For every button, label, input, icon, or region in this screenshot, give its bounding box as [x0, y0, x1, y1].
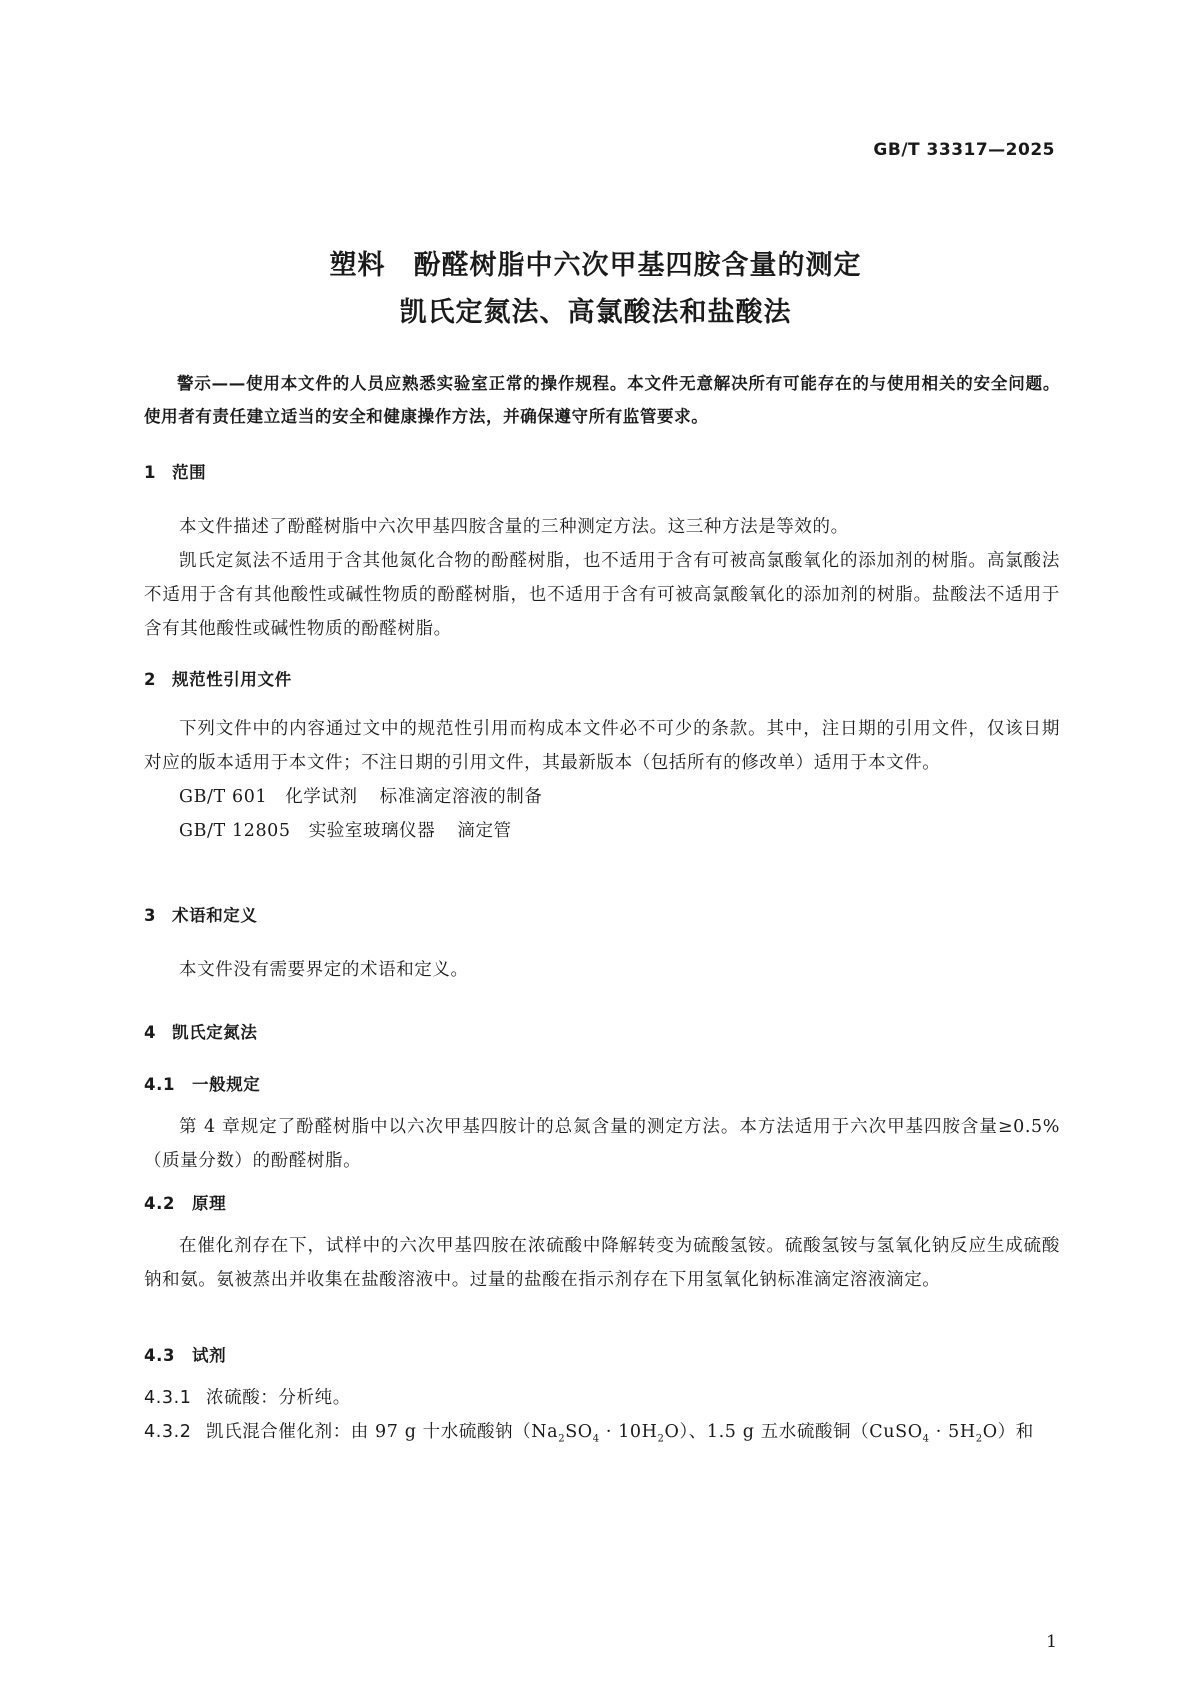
item-text: · 5H	[929, 1422, 976, 1442]
section-title: 范围	[172, 463, 207, 482]
item-text: O）、1.5 g 五水硫酸铜（CuSO	[664, 1422, 923, 1442]
standard-number: GB/T 33317—2025	[873, 140, 1055, 160]
reference-item	[144, 814, 1060, 848]
reference-title: 化学试剂	[285, 787, 358, 807]
paragraph: 下列文件中的内容通过文中的规范性引用而构成本文件必不可少的条款。其中，注日期的引用文件，仅该日期对应的版本适用于本文件；不注日期的引用文件，其最新版本（包括所有的修改单）适用于本文件。	[144, 719, 1060, 773]
item-number: 4.3.1	[144, 1388, 192, 1408]
section-4-1-heading	[144, 1068, 1060, 1102]
reference-title: 标准滴定溶液的制备	[379, 787, 543, 807]
list-item	[144, 1381, 1060, 1415]
section-title: 凯氏定氮法	[172, 1023, 258, 1042]
section-title: 规范性引用文件	[172, 670, 292, 689]
reference-item	[144, 780, 1060, 814]
reference-code: GB/T 601	[179, 787, 268, 807]
paragraph: 本文件描述了酚醛树脂中六次甲基四胺含量的三种测定方法。这三种方法是等效的。	[179, 517, 849, 537]
section-title: 一般规定	[192, 1075, 261, 1094]
subscript: 2	[657, 1433, 665, 1445]
section-4-1-body	[144, 1110, 1060, 1178]
reference-title: 实验室玻璃仪器	[308, 821, 436, 841]
section-2-heading	[144, 663, 1060, 697]
subscript: 2	[975, 1433, 983, 1445]
section-4-2-heading	[144, 1187, 1060, 1221]
document-title-line2: 凯氏定氮法、高氯酸法和盐酸法	[399, 297, 792, 328]
page-number: 1	[1046, 1632, 1057, 1652]
subscript: 4	[592, 1433, 600, 1445]
section-number: 4.3	[144, 1346, 176, 1365]
item-text: 浓硫酸：分析纯。	[206, 1388, 351, 1408]
section-number: 4.1	[144, 1075, 176, 1094]
paragraph: 凯氏定氮法不适用于含其他氮化合物的酚醛树脂，也不适用于含有可被高氯酸氧化的添加剂的树脂。高氯酸法不适用于含有其他酸性或碱性物质的酚醛树脂，也不适用于含有可被高氯酸氧化的添加剂的树脂。盐酸法不适用于含有其他酸性或碱性物质的酚醛树脂。	[144, 551, 1060, 639]
section-4-2-body	[144, 1229, 1060, 1297]
section-1-body	[144, 510, 1060, 646]
subscript: 2	[558, 1433, 566, 1445]
item-text: · 10H	[599, 1422, 658, 1442]
section-number: 2	[144, 670, 157, 689]
section-number: 1	[144, 463, 157, 482]
item-text: O）和	[982, 1422, 1034, 1442]
section-3-heading	[144, 899, 1060, 933]
section-number: 4	[144, 1023, 157, 1042]
section-number: 4.2	[144, 1194, 176, 1213]
section-4-3-heading	[144, 1339, 1060, 1373]
section-title: 原理	[192, 1194, 227, 1213]
document-title-line1: 塑料 酚醛树脂中六次甲基四胺含量的测定	[329, 250, 862, 281]
subscript: 4	[922, 1433, 930, 1445]
section-title: 试剂	[192, 1346, 227, 1365]
reference-title: 滴定管	[457, 821, 512, 841]
section-2-body	[144, 712, 1060, 848]
list-item	[144, 1415, 1060, 1457]
section-4-heading	[144, 1016, 1060, 1050]
paragraph: 本文件没有需要界定的术语和定义。	[179, 960, 469, 980]
section-4-3-body	[144, 1381, 1060, 1457]
item-number: 4.3.2	[144, 1422, 192, 1442]
reference-code: GB/T 12805	[179, 821, 291, 841]
section-1-heading	[144, 456, 1060, 490]
warning-block	[144, 367, 1060, 433]
paragraph: 在催化剂存在下，试样中的六次甲基四胺在浓硫酸中降解转变为硫酸氢铵。硫酸氢铵与氢氧化钠反应生成硫酸钠和氨。氨被蒸出并收集在盐酸溶液中。过量的盐酸在指示剂存在下用氢氧化钠标准滴定溶液滴定。	[144, 1236, 1060, 1290]
warning-text: 警示——使用本文件的人员应熟悉实验室正常的操作规程。本文件无意解决所有可能存在的与使用相关的安全问题。使用者有责任建立适当的安全和健康操作方法，并确保遵守所有监管要求。	[144, 374, 1060, 426]
paragraph: 第 4 章规定了酚醛树脂中以六次甲基四胺计的总氮含量的测定方法。本方法适用于六次甲基四胺含量≥0.5%（质量分数）的酚醛树脂。	[144, 1117, 1060, 1171]
section-title: 术语和定义	[172, 906, 258, 925]
section-3-body	[144, 953, 1060, 987]
item-text: 凯氏混合催化剂：由 97 g 十水硫酸钠（Na	[206, 1422, 559, 1442]
item-text: SO	[565, 1422, 593, 1442]
section-number: 3	[144, 906, 157, 925]
